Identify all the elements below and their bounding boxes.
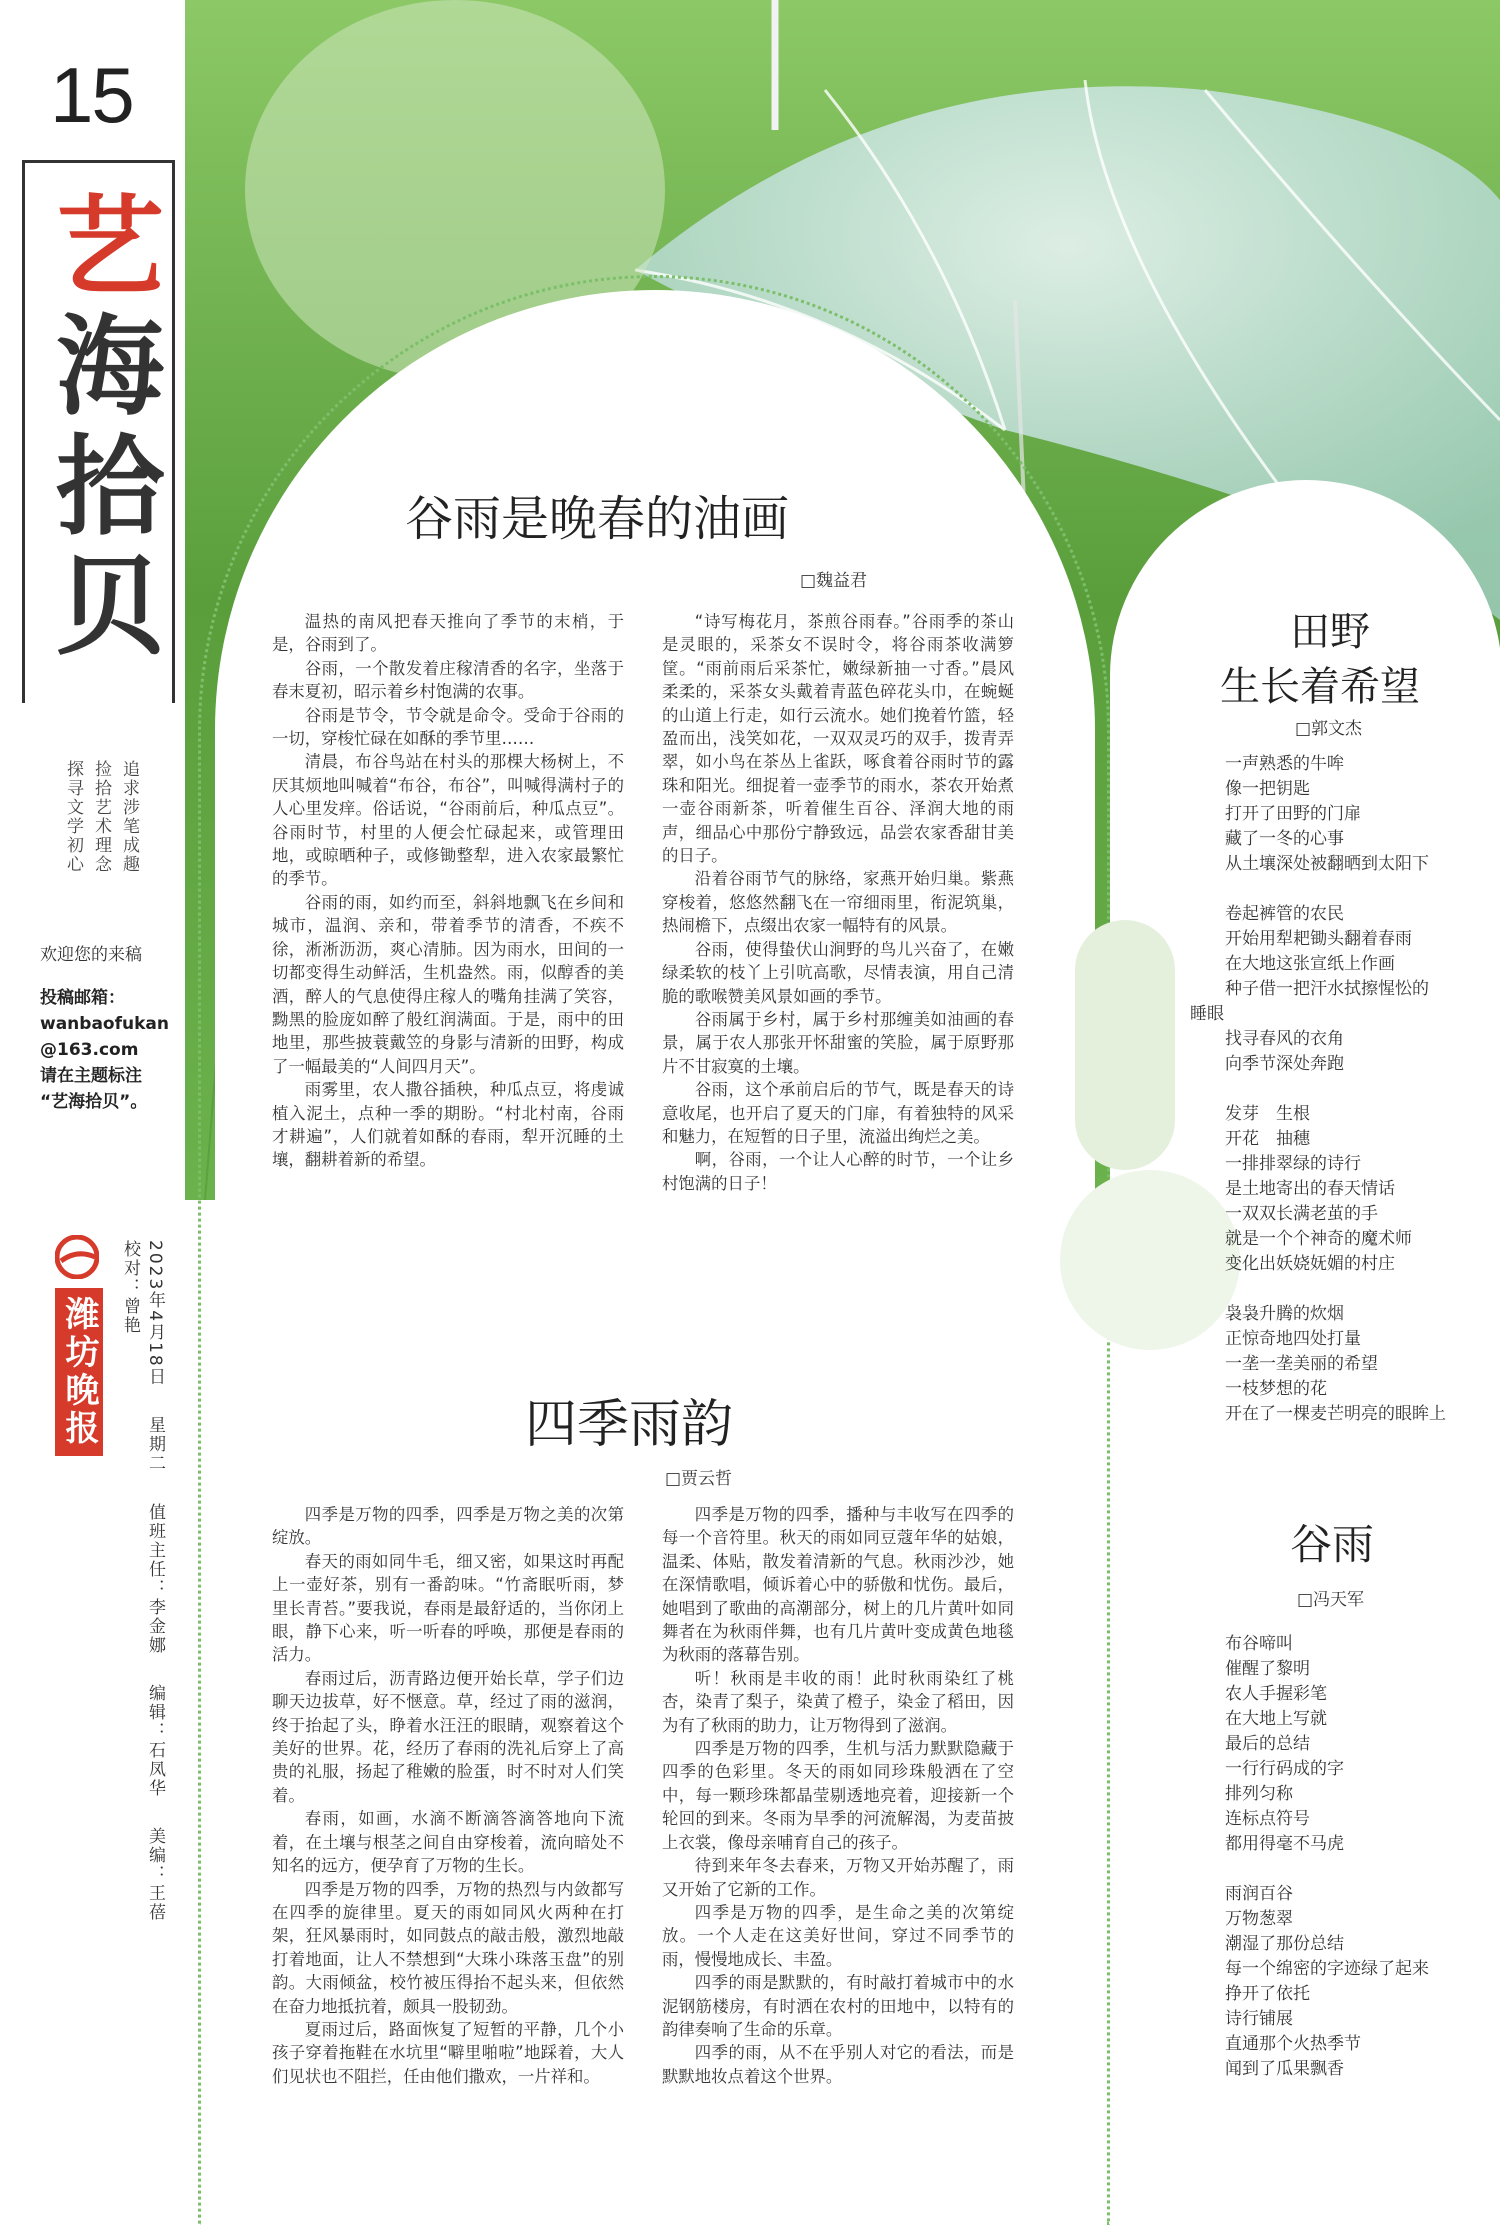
paragraph: 谷雨的雨，如约而至，斜斜地飘飞在乡间和城市，温润、亲和，带着季节的清香，不疾不徐，淅淅沥沥，爽心清肺。因为雨水，田间的一切都变得生动鲜活，生机盎然。雨，似醇香的美酒，醉人的气息使得庄稼人的嘴角挂满了笑容，黝黑的脸庞如醉了般红润满面。于是，雨中的田地里，那些披蓑戴笠的身影与清新的田野，构成了一幅最美的“人间四月天”。: [272, 892, 624, 1076]
paper-name: 潍坊晚报: [55, 1288, 103, 1456]
poem-line: 卷起裤管的农民: [1225, 904, 1344, 924]
welcome-text: 欢迎您的来稿: [40, 945, 142, 965]
poem-line: 袅袅升腾的炊烟: [1225, 1304, 1344, 1324]
poem-line: 一排排翠绿的诗行: [1225, 1154, 1361, 1174]
poem-line: 正惊奇地四处打量: [1225, 1329, 1361, 1349]
paragraph: 沿着谷雨节气的脉络，家燕开始归巢。紫燕穿梭着，悠悠然翻飞在一帘细雨里，衔泥筑巢，热闹檐下，点缀出农家一幅特有的风景。: [662, 869, 1014, 936]
article2-title: 四季雨韵: [525, 1395, 734, 1455]
article2-column-2: [662, 1503, 1014, 2088]
poem-line: 藏了一冬的心事: [1225, 829, 1344, 849]
page-number: 15: [50, 51, 133, 139]
poem-line: 打开了田野的门扉: [1225, 804, 1361, 824]
masthead-char: 拾: [55, 424, 164, 550]
poem1-title: 田野: [1290, 609, 1370, 655]
poem-line: 雨润百谷: [1225, 1884, 1293, 1904]
paragraph: 听！秋雨是丰收的雨！此时秋雨染红了桃杏，染青了梨子，染黄了橙子，染金了稻田，因为有了秋雨的助力，让万物得到了滋润。: [662, 1668, 1014, 1735]
paragraph: 温热的南风把春天推向了季节的末梢，于是，谷雨到了。: [272, 612, 624, 655]
poem1-body: [1190, 752, 1490, 1427]
masthead-char: 海: [55, 304, 164, 430]
poem2-byline: □冯天军: [1297, 1590, 1365, 1610]
poem-line: 开始用犁耙锄头翻着春雨: [1225, 929, 1412, 949]
weekday: 星期二: [145, 1416, 165, 1474]
poem-line: 像一把钥匙: [1225, 779, 1310, 799]
decorative-pill: [1075, 920, 1175, 1170]
poem-line: 闻到了瓜果飘香: [1225, 2059, 1344, 2079]
paragraph: 四季是万物的四季，万物的热烈与内敛都写在四季的旋律里。夏天的雨如同风火两种在打架，狂风暴雨时，如同鼓点的敲击般，激烈地敲打着地面，让人不禁想到“大珠小珠落玉盘”的别韵。大雨倾盆，校竹被压得抬不起头来，但依然在奋力地抵抗着，颇具一股韧劲。: [272, 1879, 624, 2016]
poem-line: 都用得毫不马虎: [1225, 1834, 1344, 1854]
motto-line: 探寻文学初心: [63, 760, 83, 874]
paragraph: 四季是万物的四季，四季是万物之美的次第绽放。: [272, 1505, 624, 1548]
poem2-title: 谷雨: [1290, 1520, 1375, 1569]
paragraph: 四季是万物的四季，是生命之美的次第绽放。一个人走在这美好世间，穿过不同季节的雨，慢慢地成长、丰盈。: [662, 1902, 1014, 1969]
date-credits: [118, 1240, 168, 2060]
paragraph: 四季的雨是默默的，有时敲打着城市中的水泥钢筋楼房，有时洒在农村的田地中，以特有的韵律奏响了生命的乐章。: [662, 1973, 1014, 2039]
poem-line: 一声熟悉的牛哞: [1225, 754, 1344, 774]
paragraph: 谷雨，这个承前启后的节气，既是春天的诗意收尾，也开启了夏天的门扉，有着独特的风采和魅力，在短暂的日子里，流溢出绚烂之美。: [662, 1080, 1014, 1146]
poem-line: 最后的总结: [1225, 1734, 1310, 1754]
poem-line: 是土地寄出的春天情话: [1225, 1179, 1395, 1199]
credit-line: 美编：王蓓: [145, 1827, 165, 1923]
article1-column-2: [662, 610, 1014, 1195]
poem-line: 潮湿了那份总结: [1225, 1934, 1344, 1954]
masthead: [22, 160, 175, 703]
paragraph: 谷雨是节令，节令就是命令。受命于谷雨的一切，穿梭忙碌在如酥的季节里……: [272, 705, 624, 749]
paragraph: 待到来年冬去春来，万物又开始苏醒了，雨又开始了它新的工作。: [662, 1856, 1014, 1899]
motto-line: 追求涉笔成趣: [119, 760, 139, 874]
article1-title: 谷雨是晚春的油画: [405, 491, 790, 547]
submission-note: “艺海拾贝”。: [40, 1092, 148, 1112]
paragraph: 春天的雨如同牛毛，细又密，如果这时再配上一壶好茶，别有一番韵味。“竹斋眠听雨，梦里长青苔。”要我说，春雨是最舒适的，当你闭上眼，静下心来，听一听春的呼唤，那便是春雨的活力。: [272, 1551, 624, 1665]
poem-line: 一行行码成的字: [1225, 1759, 1344, 1779]
submission-email: wanbaofukan: [40, 1014, 169, 1034]
poem-line: 农人手握彩笔: [1225, 1684, 1327, 1704]
paragraph: 清晨，布谷鸟站在村头的那棵大杨树上，不厌其烦地叫喊着“布谷，布谷”，叫喊得满村子的人心里发痒。俗话说，“谷雨前后，种瓜点豆”。谷雨时节，村里的人便会忙碌起来，或管理田地，或晾晒种子，或修锄整犁，进入农家最繁忙的季节。: [272, 752, 624, 889]
poem-line: 种子借一把汗水拭擦惺忪的: [1225, 979, 1429, 999]
poem-line: 从土壤深处被翻晒到太阳下: [1225, 854, 1429, 874]
masthead-char: 艺: [55, 184, 164, 310]
paragraph: 春雨过后，沥青路边便开始长草，学子们边聊天边拔草，好不惬意。草，经过了雨的滋润，终于抬起了头，睁着水汪汪的眼睛，观察着这个美好的世界。花，经历了春雨的洗礼后穿上了高贵的礼服，扬起了稚嫩的脸蛋，时不时对人们笑着。: [272, 1668, 624, 1805]
paragraph: 四季是万物的四季，播种与丰收写在四季的每一个音符里。秋天的雨如同豆蔻年华的姑娘，温柔、体贴，散发着清新的气息。秋雨沙沙，她在深情歌唱，倾诉着心中的骄傲和忧伤。最后，她唱到了歌曲的高潮部分，树上的几片黄叶如同舞者在为秋雨伴舞，也有几片黄叶变成黄色地毯为秋雨的落幕告别。: [662, 1505, 1014, 1665]
poem-line: 万物葱翠: [1225, 1909, 1293, 1929]
paragraph: 四季的雨，从不在乎别人对它的看法，而是默默地妆点着这个世界。: [662, 2043, 1014, 2086]
paragraph: 啊，谷雨，一个让人心醉的时节，一个让乡村饱满的日子！: [662, 1150, 1014, 1193]
article1-byline: □魏益君: [800, 571, 868, 591]
poem-line: 布谷啼叫: [1225, 1634, 1293, 1654]
paper-logo-icon: [55, 1235, 99, 1279]
poem2-body: [1225, 1632, 1490, 2082]
article2-byline: □贾云哲: [665, 1469, 733, 1489]
submission-note: 请在主题标注: [40, 1066, 142, 1086]
poem-line: 找寻春风的衣角: [1225, 1029, 1344, 1049]
poem1-byline: □郭文杰: [1295, 719, 1363, 739]
poem-line: 睡眼: [1190, 1004, 1224, 1024]
left-sidebar: [0, 0, 180, 2215]
article2-column-1: [272, 1503, 624, 2088]
poem-line: 在大地上写就: [1225, 1709, 1327, 1729]
paragraph: 谷雨属于乡村，属于乡村那缠美如油画的春景，属于农人那张开怀甜蜜的笑脸，属于原野那片不甘寂寞的土壤。: [662, 1009, 1014, 1076]
poem-line: 一枝梦想的花: [1225, 1379, 1327, 1399]
poem-line: 连标点符号: [1225, 1809, 1310, 1829]
poem-line: 开在了一棵麦芒明亮的眼眸上: [1225, 1404, 1446, 1424]
paragraph: 四季是万物的四季，生机与活力默默隐藏于四季的色彩里。冬天的雨如同珍珠般洒在了空中，每一颗珍珠都晶莹剔透地亮着，迎接新一个轮回的到来。冬雨为旱季的河流解渴，为麦苗披上衣裳，像母亲哺育自己的孩子。: [662, 1739, 1014, 1852]
poem-line: 挣开了依托: [1225, 1984, 1310, 2004]
poem-line: 变化出妖娆妩媚的村庄: [1225, 1254, 1395, 1274]
submission-email: @163.com: [40, 1040, 139, 1060]
credit-line: 值班主任：李金娜: [145, 1502, 165, 1655]
submission-label: 投稿邮箱：: [40, 988, 125, 1008]
paragraph: “诗写梅花月，茶煎谷雨春。”谷雨季的茶山是灵眼的，采茶女不误时令，将谷雨茶收满箩筐。“雨前雨后采茶忙，嫩绿新抽一寸香。”晨风柔柔的，采茶女头戴着青蓝色碎花头巾，在蜿蜒的山道上行走，如行云流水。她们挽着竹篮，轻盈而出，浅笑如花，一双双灵巧的双手，拨青弄翠，如小鸟在茶丛上雀跃，啄食着谷雨时节的露珠和阳光。细捉着一壶季节的雨水，茶农开始煮一壶谷雨新茶，听着催生百谷、泽润大地的雨声，细品心中那份宁静致远，品尝农家香甜甘美的日子。: [662, 612, 1014, 866]
submission-info: [40, 985, 175, 1115]
poem-line: 向季节深处奔跑: [1225, 1054, 1344, 1074]
paragraph: 夏雨过后，路面恢复了短暂的平静，几个小孩子穿着拖鞋在水坑里“噼里啪啦”地踩着，大人们见状也不阻拦，任由他们撒欢，一片祥和。: [272, 2019, 624, 2086]
poem-line: 一垄一垄美丽的希望: [1225, 1354, 1378, 1374]
poem-line: 直通那个火热季节: [1225, 2034, 1361, 2054]
poem1-title: 生长着希望: [1220, 664, 1420, 710]
poem-line: 每一个绵密的字迹绿了起来: [1225, 1959, 1429, 1979]
poem-line: 就是一个个神奇的魔术师: [1225, 1229, 1412, 1249]
motto-line: 捡拾艺术理念: [91, 760, 111, 874]
issue-date: 2023年4月18日: [145, 1240, 165, 1387]
poem-line: 发芽 生根: [1225, 1104, 1310, 1124]
poem-line: 诗行铺展: [1225, 2009, 1293, 2029]
credit-line: 校对：曾艳: [120, 1240, 140, 1335]
poem-line: 一双双长满老茧的手: [1225, 1204, 1378, 1224]
poem-line: 催醒了黎明: [1225, 1659, 1310, 1679]
paragraph: 雨雾里，农人撒谷插秧，种瓜点豆，将虔诚植入泥土，点种一季的期盼。“村北村南，谷雨才耕遍”，人们就着如酥的春雨，犁开沉睡的土壤，翻耕着新的希望。: [272, 1080, 624, 1170]
decorative-circle: [1060, 1170, 1240, 1350]
paragraph: 春雨，如画，水滴不断滴答滴答地向下流着，在土壤与根茎之间自由穿梭着，流向暗处不知名的远方，便孕育了万物的生长。: [272, 1809, 624, 1876]
poem-line: 开花 抽穗: [1225, 1129, 1310, 1149]
poem-line: 排列匀称: [1225, 1784, 1293, 1804]
masthead-char: 贝: [55, 544, 164, 670]
article1-column-1: [272, 610, 624, 1172]
credit-line: 编辑：石凤华: [145, 1683, 165, 1798]
poem-line: 在大地这张宣纸上作画: [1225, 954, 1395, 974]
paragraph: 谷雨，一个散发着庄稼清香的名字，坐落于春末夏初，昭示着乡村饱满的农事。: [272, 658, 624, 702]
paragraph: 谷雨，使得蛰伏山涧野的鸟儿兴奋了，在嫩绿柔软的枝丫上引吭高歌，尽情表演，用自己清脆的歌喉赞美风景如画的季节。: [662, 939, 1014, 1006]
